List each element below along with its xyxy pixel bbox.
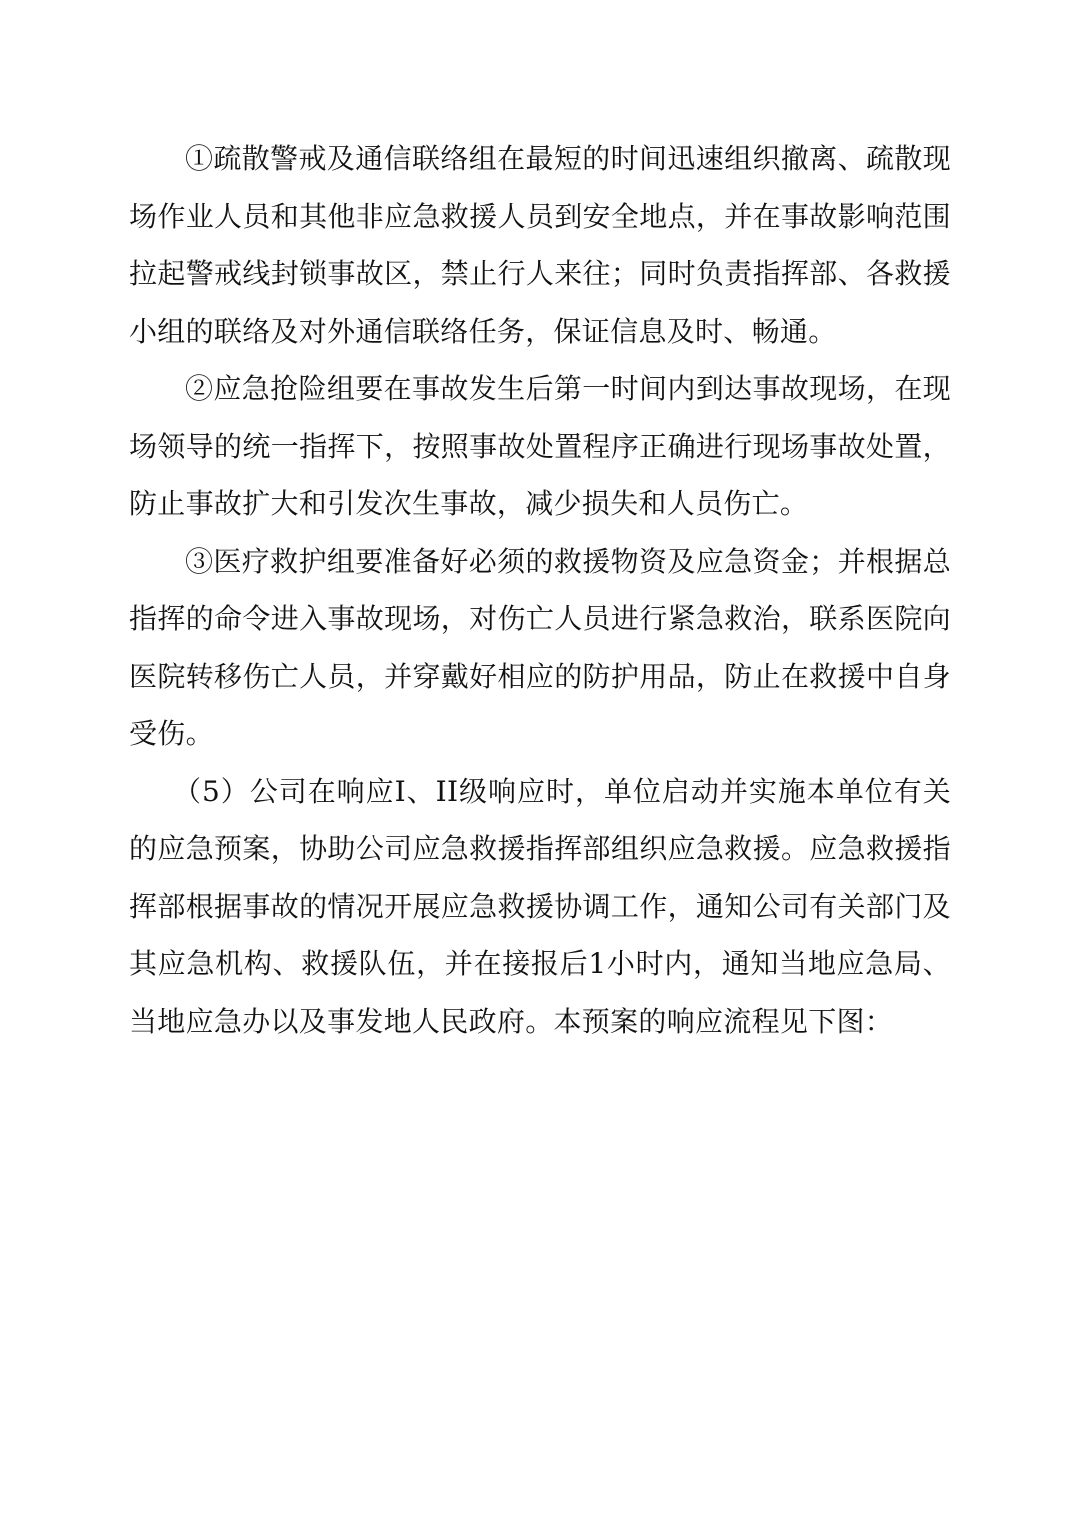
document-body [129, 130, 951, 1050]
paragraph-evacuation-group: ①疏散警戒及通信联络组在最短的时间迅速组织撤离、疏散现场作业人员和其他非应急救援人员到安全地点，并在事故影响范围拉起警戒线封锁事故区，禁止行人来往；同时负责指挥部、各救援小组的联络及对外通信联络任务，保证信息及时、畅通。 [129, 142, 951, 348]
paragraph-emergency-rescue-group: ②应急抢险组要在事故发生后第一时间内到达事故现场，在现场领导的统一指挥下，按照事故处置程序正确进行现场事故处置，防止事故扩大和引发次生事故，减少损失和人员伤亡。 [129, 372, 951, 520]
paragraph-medical-group: ③医疗救护组要准备好必须的救援物资及应急资金；并根据总指挥的命令进入事故现场，对伤亡人员进行紧急救治，联系医院向医院转移伤亡人员，并穿戴好相应的防护用品，防止在救援中自身受伤。 [129, 544, 951, 750]
paragraph-response-level: （5）公司在响应I、II级响应时，单位启动并实施本单位有关的应急预案，协助公司应急救援指挥部组织应急救援。应急救援指挥部根据事故的情况开展应急救援协调工作，通知公司有关部门及其应急机构、救援队伍，并在接报后1小时内，通知当地应急局、当地应急办以及事发地人民政府。本预案的响应流程见下图： [129, 774, 951, 1038]
